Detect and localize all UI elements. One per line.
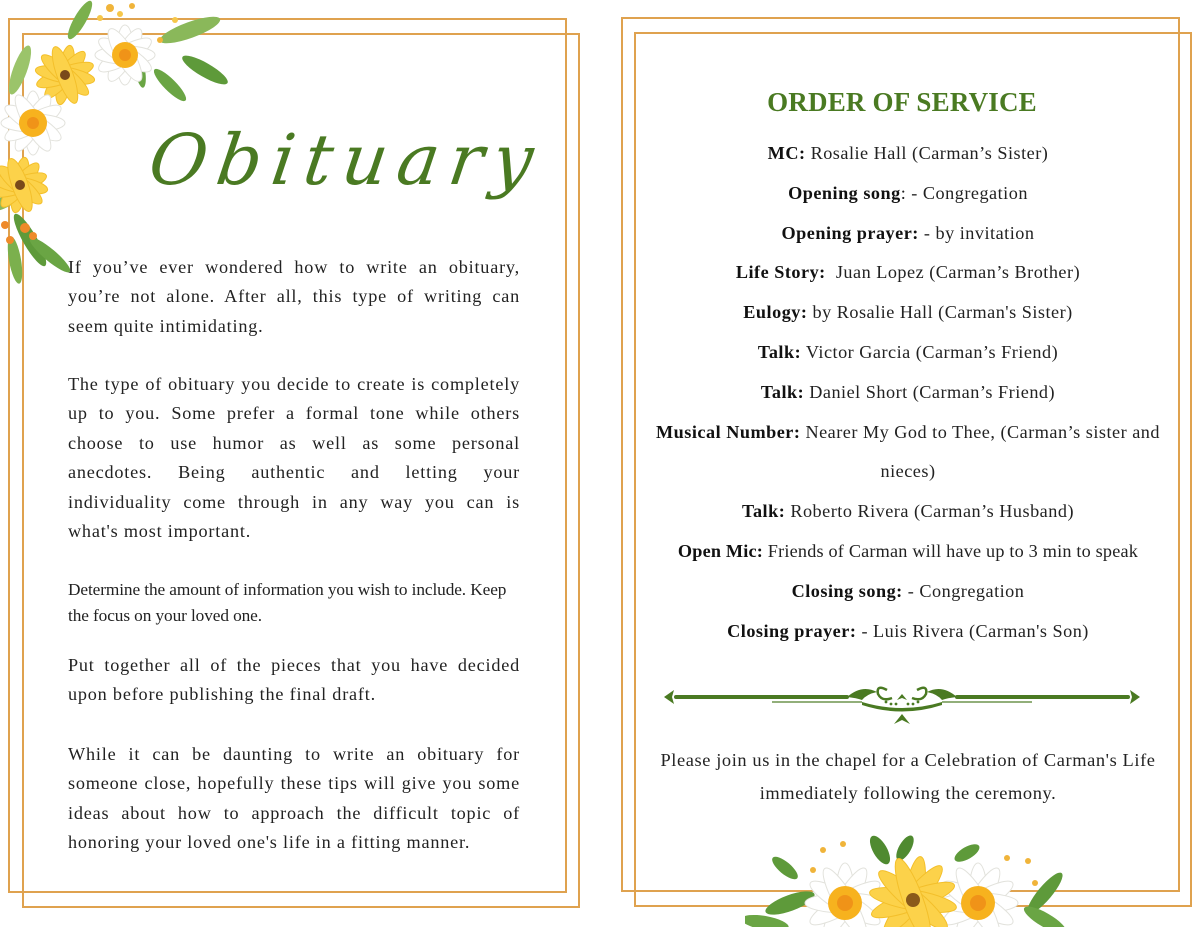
service-value: Roberto Rivera (Carman’s Husband) <box>785 501 1075 522</box>
service-item-opening-song <box>640 174 1176 214</box>
service-value: : - Congregation <box>900 182 1028 203</box>
service-value: Nearer My God to Thee, (Carman’s sister and nieces) <box>800 421 1160 482</box>
service-item-talk-daniel <box>640 373 1176 413</box>
celebration-note: Please join us in the chapel for a Celebration of Carman's Life immediately following the ceremony. <box>660 750 1156 803</box>
service-item-musical-number <box>640 413 1176 493</box>
paragraph-intro: If you’ve ever wondered how to write an obituary, you’re not alone. After all, this type of writing can seem quite intimidating. <box>68 257 520 336</box>
service-item-eulogy <box>640 293 1176 333</box>
service-item-mc <box>640 134 1176 174</box>
service-item-talk-roberto <box>640 492 1176 532</box>
service-item-opening-prayer <box>640 214 1176 254</box>
paragraph-type: The type of obituary you decide to create is completely up to you. Some prefer a formal tone while others choose to use humor as well as some personal anecdotes. Being authentic and letting your individuality come through in any way you can is what's most important. <box>68 374 520 542</box>
service-item-life-story <box>640 253 1176 293</box>
order-of-service-title: ORDER OF SERVICE <box>767 87 1037 117</box>
service-item-closing-song <box>640 572 1176 612</box>
paragraph-amount: Determine the amount of information you wish to include. Keep the focus on your loved one. <box>68 580 507 625</box>
service-label: Talk: <box>741 501 786 522</box>
service-value: Victor Garcia (Carman’s Friend) <box>801 341 1059 362</box>
paragraph-pieces: Put together all of the pieces that you have decided upon before publishing the final draft. <box>68 655 520 705</box>
service-value: Rosalie Hall (Carman’s Sister) <box>805 143 1049 163</box>
service-label: Closing prayer: <box>727 620 857 641</box>
service-label: Closing song: <box>791 580 903 601</box>
ornamental-divider-icon <box>662 678 1142 730</box>
service-label: Opening song <box>788 182 901 203</box>
service-label: Talk: <box>760 381 805 402</box>
service-label: Life Story: <box>735 262 826 283</box>
service-item-open-mic <box>640 532 1176 572</box>
service-value: Daniel Short (Carman’s Friend) <box>804 381 1056 402</box>
service-label: Opening prayer: <box>781 222 919 243</box>
service-value: - Luis Rivera (Carman's Son) <box>856 620 1089 641</box>
service-item-talk-victor <box>640 333 1176 373</box>
service-value: - by invitation <box>918 222 1035 243</box>
service-label: Musical Number: <box>656 421 801 442</box>
service-list <box>640 134 1176 651</box>
floral-cluster-icon <box>745 828 1075 927</box>
obituary-title: Obituary <box>144 119 549 201</box>
service-value: Friends of Carman will have up to 3 min to speak <box>763 540 1139 561</box>
service-value: Juan Lopez (Carman’s Brother) <box>825 262 1081 283</box>
service-label: Open Mic: <box>677 540 764 561</box>
service-label: Eulogy: <box>743 302 808 323</box>
service-value: - Congregation <box>902 580 1025 601</box>
service-label: Talk: <box>757 341 802 362</box>
service-value: by Rosalie Hall (Carman's Sister) <box>807 302 1073 323</box>
service-label: MC: <box>767 143 806 163</box>
service-item-closing-prayer <box>640 612 1176 652</box>
paragraph-closing: While it can be daunting to write an obituary for someone close, hopefully these tips will give you some ideas about how to approach the difficult topic of honoring your loved one's life in a fitting manner. <box>68 744 520 853</box>
